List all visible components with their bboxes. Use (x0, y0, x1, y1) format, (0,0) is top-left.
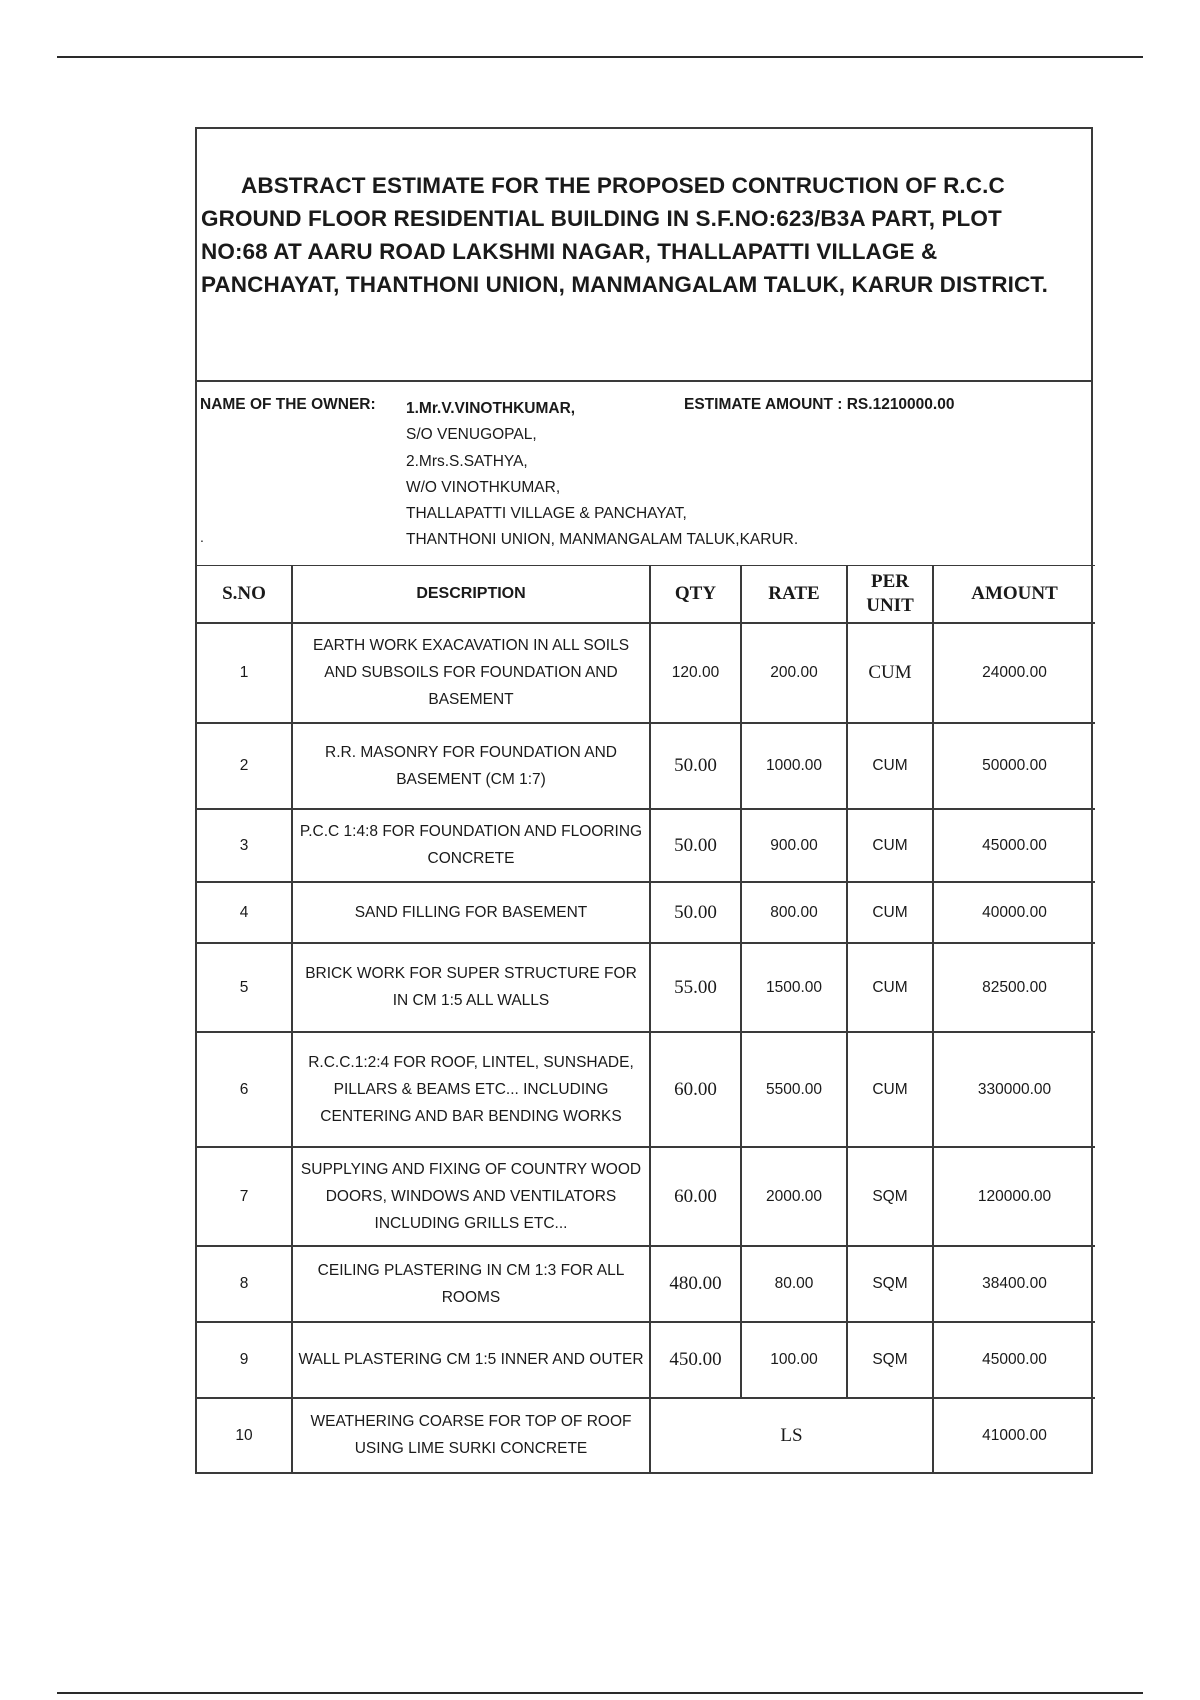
table-header-row (197, 566, 1095, 623)
cell-qty: 450.00 (650, 1322, 741, 1398)
cell-qty: 60.00 (650, 1032, 741, 1147)
owner-line: THALLAPATTI VILLAGE & PANCHAYAT, (406, 505, 687, 523)
cell-unit: SQM (847, 1322, 933, 1398)
owner-line: S/O VENUGOPAL, (406, 426, 537, 444)
cell-qty: 55.00 (650, 943, 741, 1032)
cell-rate: 1500.00 (741, 943, 847, 1032)
table-row (197, 1147, 1095, 1246)
cell-sno: 2 (197, 723, 292, 809)
owner-line: THANTHONI UNION, MANMANGALAM TALUK,KARUR. (406, 531, 799, 549)
header-qty: QTY (650, 566, 741, 623)
cell-sno: 3 (197, 809, 292, 882)
page-top-rule (57, 56, 1143, 58)
owner-line: W/O VINOTHKUMAR, (406, 478, 561, 496)
cell-amount: 50000.00 (933, 723, 1095, 809)
table-row (197, 882, 1095, 943)
header-amount: AMOUNT (933, 566, 1095, 623)
cell-unit: CUM (847, 723, 933, 809)
cell-amount: 40000.00 (933, 882, 1095, 943)
header-sno: S.NO (197, 566, 292, 623)
owner-line: 2.Mrs.S.SATHYA, (406, 452, 528, 470)
cell-qty: 50.00 (650, 809, 741, 882)
owner-details (406, 396, 798, 554)
cell-unit: CUM (847, 943, 933, 1032)
cell-description: BRICK WORK FOR SUPER STRUCTURE FOR IN CM 1:5 ALL WALLS (292, 943, 650, 1032)
cell-qty: 480.00 (650, 1246, 741, 1322)
owner-label: NAME OF THE OWNER: (200, 396, 376, 413)
cell-qty: 50.00 (650, 723, 741, 809)
table-row (197, 1032, 1095, 1147)
cell-sno: 10 (197, 1398, 292, 1472)
estimate-amount: ESTIMATE AMOUNT : RS.1210000.00 (684, 396, 955, 413)
estimate-sheet (195, 127, 1093, 1474)
table-row (197, 723, 1095, 809)
cell-rate: 80.00 (741, 1246, 847, 1322)
cell-description: R.R. MASONRY FOR FOUNDATION AND BASEMENT (CM 1:7) (292, 723, 650, 809)
cell-description: R.C.C.1:2:4 FOR ROOF, LINTEL, SUNSHADE, PILLARS & BEAMS ETC... INCLUDING CENTERING AND BAR BENDING WORKS (292, 1032, 650, 1147)
cell-amount: 24000.00 (933, 623, 1095, 723)
cell-sno: 5 (197, 943, 292, 1032)
cell-rate: 1000.00 (741, 723, 847, 809)
cell-amount: 41000.00 (933, 1398, 1095, 1472)
table-row (197, 623, 1095, 723)
owner-line: 1.Mr.V.VINOTHKUMAR, (406, 400, 576, 417)
cell-description: SAND FILLING FOR BASEMENT (292, 882, 650, 943)
stray-mark: . (200, 529, 204, 545)
cell-rate: 900.00 (741, 809, 847, 882)
cell-sno: 8 (197, 1246, 292, 1322)
cell-description: SUPPLYING AND FIXING OF COUNTRY WOOD DOORS, WINDOWS AND VENTILATORS INCLUDING GRILLS ETC... (292, 1147, 650, 1246)
cell-sno: 4 (197, 882, 292, 943)
cell-rate: 800.00 (741, 882, 847, 943)
cell-unit: SQM (847, 1147, 933, 1246)
cell-unit: SQM (847, 1246, 933, 1322)
cell-sno: 9 (197, 1322, 292, 1398)
header-rate: RATE (741, 566, 847, 623)
table-row (197, 1322, 1095, 1398)
cell-unit: CUM (847, 809, 933, 882)
cell-rate: 100.00 (741, 1322, 847, 1398)
cell-unit: CUM (847, 1032, 933, 1147)
table-row (197, 1398, 1095, 1472)
cell-description: EARTH WORK EXACAVATION IN ALL SOILS AND SUBSOILS FOR FOUNDATION AND BASEMENT (292, 623, 650, 723)
page-bottom-rule (57, 1692, 1143, 1694)
cell-qty: 120.00 (650, 623, 741, 723)
cell-description: CEILING PLASTERING IN CM 1:3 FOR ALL ROOMS (292, 1246, 650, 1322)
header-description: DESCRIPTION (292, 566, 650, 623)
cell-amount: 82500.00 (933, 943, 1095, 1032)
cell-description: WALL PLASTERING CM 1:5 INNER AND OUTER (292, 1322, 650, 1398)
cell-amount: 45000.00 (933, 1322, 1095, 1398)
cell-description: P.C.C 1:4:8 FOR FOUNDATION AND FLOORING CONCRETE (292, 809, 650, 882)
cell-qty: 60.00 (650, 1147, 741, 1246)
cell-amount: 45000.00 (933, 809, 1095, 882)
cell-rate: 5500.00 (741, 1032, 847, 1147)
table-row (197, 943, 1095, 1032)
cell-description: WEATHERING COARSE FOR TOP OF ROOF USING LIME SURKI CONCRETE (292, 1398, 650, 1472)
owner-section (197, 382, 1091, 565)
cell-sno: 7 (197, 1147, 292, 1246)
cell-sno: 6 (197, 1032, 292, 1147)
cell-lump-sum: LS (650, 1398, 933, 1472)
table-row (197, 1246, 1095, 1322)
cell-rate: 2000.00 (741, 1147, 847, 1246)
table-row (197, 809, 1095, 882)
cell-amount: 330000.00 (933, 1032, 1095, 1147)
cell-amount: 120000.00 (933, 1147, 1095, 1246)
cell-amount: 38400.00 (933, 1246, 1095, 1322)
cell-sno: 1 (197, 623, 292, 723)
cell-qty: 50.00 (650, 882, 741, 943)
cell-rate: 200.00 (741, 623, 847, 723)
cell-unit: CUM (847, 882, 933, 943)
document-title: ABSTRACT ESTIMATE FOR THE PROPOSED CONTRUCTION OF R.C.C GROUND FLOOR RESIDENTIAL BUILDING IN S.F.NO:623/B3A PART, PLOT NO:68 AT AARU ROAD LAKSHMI NAGAR, THALLAPATTI VILLAGE & PANCHAYAT, THANTHONI UNION, MANMANGALAM TALUK, KARUR DISTRICT. (201, 173, 1049, 297)
estimate-table (197, 565, 1095, 1472)
title-box (197, 129, 1091, 382)
header-per-unit: PER UNIT (847, 566, 933, 623)
cell-unit: CUM (847, 623, 933, 723)
